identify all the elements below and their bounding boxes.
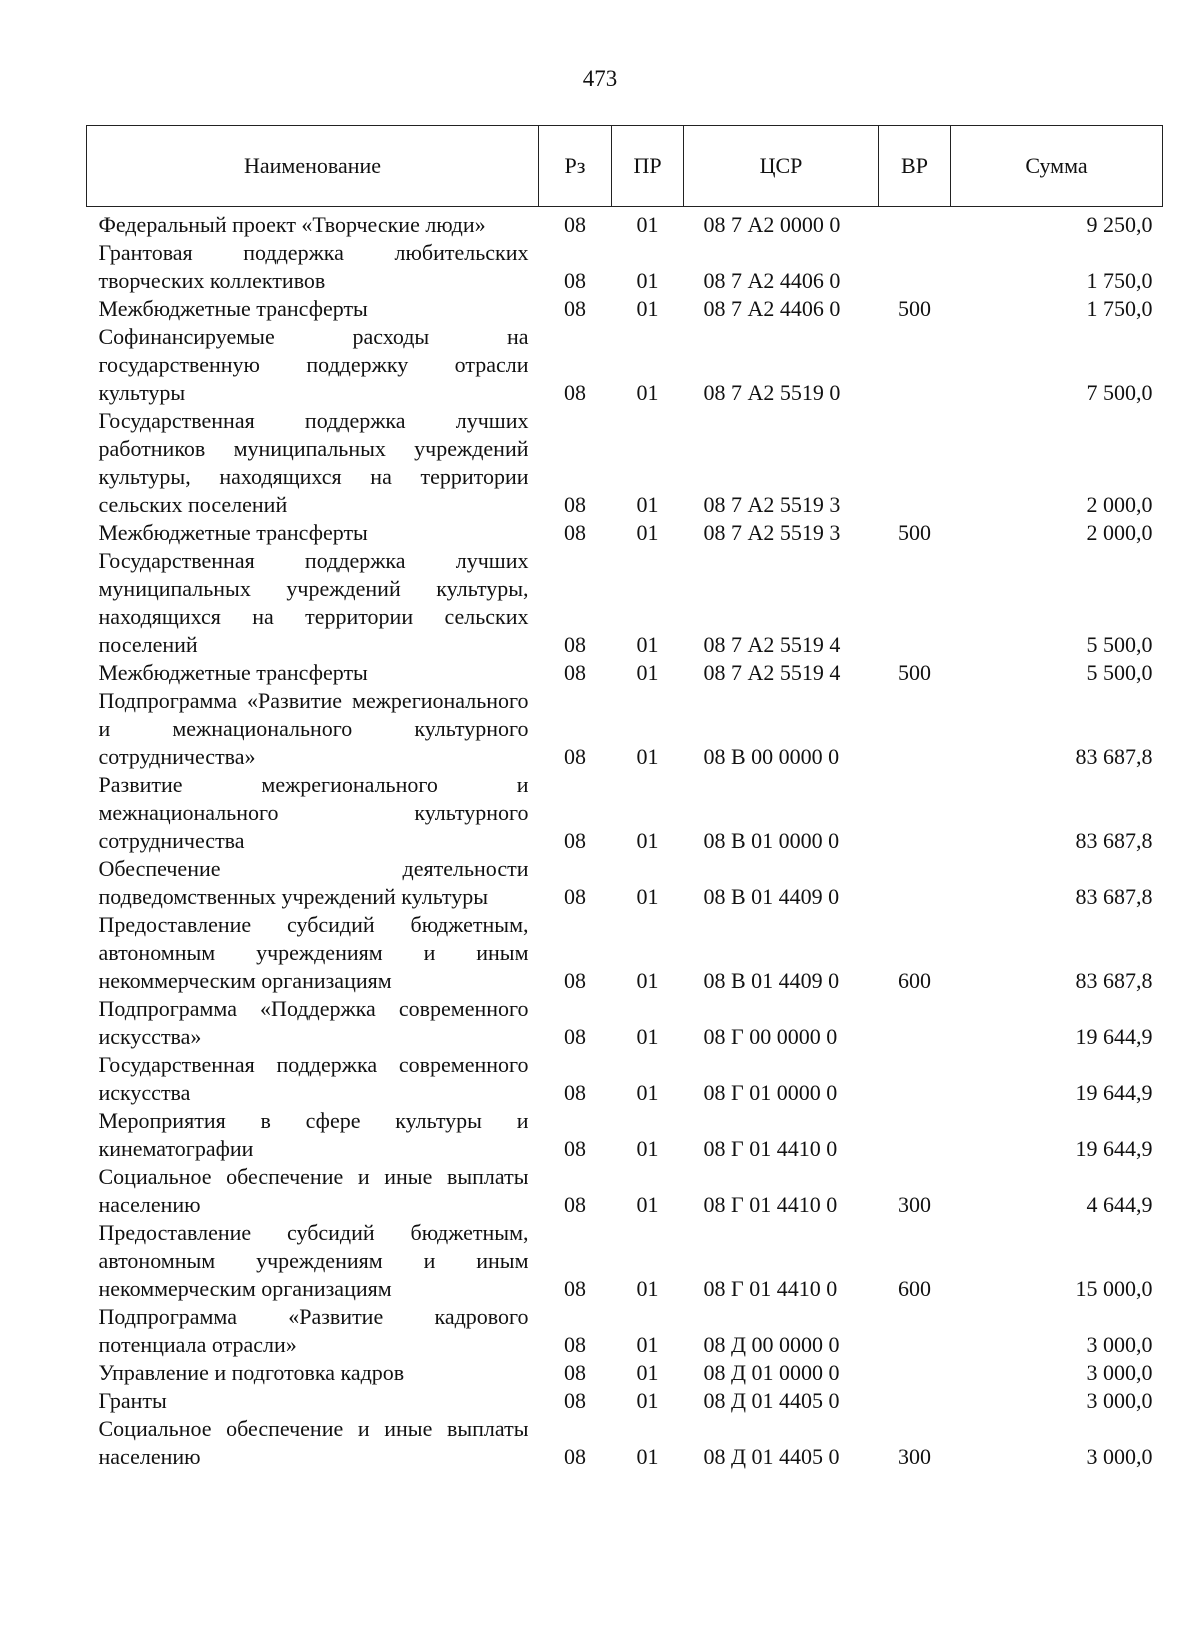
cell-vr: [879, 771, 951, 855]
cell-pr: 01: [636, 1136, 659, 1161]
cell-name: Обеспечение деятельности подведомственных учреждений культуры: [98, 856, 529, 909]
cell-name: Государственная поддержка современного искусства: [98, 1052, 529, 1105]
cell-vr: [879, 323, 951, 407]
table-row: [87, 1219, 1163, 1303]
table-row: [87, 323, 1163, 407]
cell-name: Управление и подготовка кадров: [98, 1360, 405, 1385]
cell-vr: 600: [898, 968, 931, 993]
cell-rz: 08: [564, 828, 586, 853]
cell-pr: 01: [636, 1276, 659, 1301]
cell-vr: 300: [898, 1192, 931, 1217]
cell-csr: 08 В 01 4409 0: [703, 884, 840, 909]
header-rz: Рз: [539, 126, 612, 207]
table-row: [87, 911, 1163, 995]
cell-vr: [879, 855, 951, 911]
cell-sum: 19 644,9: [1075, 1024, 1153, 1049]
table-row: [87, 771, 1163, 855]
cell-vr: 500: [898, 520, 931, 545]
cell-csr: 08 7 А2 5519 4: [703, 660, 841, 685]
table-row: [87, 519, 1163, 547]
cell-rz: 08: [564, 884, 586, 909]
cell-pr: 01: [636, 520, 659, 545]
cell-sum: 3 000,0: [1086, 1360, 1153, 1385]
cell-sum: 3 000,0: [1086, 1388, 1153, 1413]
cell-vr: [879, 1387, 951, 1415]
cell-vr: [879, 1107, 951, 1163]
cell-vr: [879, 1359, 951, 1387]
cell-csr: 08 В 01 0000 0: [703, 828, 840, 853]
table-row: [87, 1359, 1163, 1387]
cell-rz: 08: [564, 1192, 586, 1217]
cell-name: Гранты: [98, 1388, 167, 1413]
cell-csr: 08 7 А2 5519 3: [703, 492, 841, 517]
cell-csr: 08 7 А2 5519 0: [703, 380, 841, 405]
cell-csr: 08 Г 01 4410 0: [703, 1276, 838, 1301]
cell-sum: 83 687,8: [1075, 828, 1153, 853]
cell-sum: 7 500,0: [1086, 380, 1153, 405]
cell-rz: 08: [564, 1444, 586, 1469]
table-row: [87, 547, 1163, 659]
header-pr: ПР: [612, 126, 684, 207]
cell-csr: 08 Г 00 0000 0: [703, 1024, 838, 1049]
cell-rz: 08: [564, 744, 586, 769]
cell-rz: 08: [564, 632, 586, 657]
cell-pr: 01: [636, 828, 659, 853]
cell-csr: 08 Д 01 4405 0: [703, 1444, 840, 1469]
cell-name: Мероприятия в сфере культуры и кинематографии: [98, 1108, 529, 1161]
table-row: [87, 407, 1163, 519]
header-csr: ЦСР: [684, 126, 879, 207]
cell-vr: [879, 407, 951, 519]
cell-rz: 08: [564, 492, 586, 517]
cell-rz: 08: [564, 1136, 586, 1161]
table-row: [87, 659, 1163, 687]
cell-csr: 08 7 А2 5519 3: [703, 520, 841, 545]
cell-pr: 01: [636, 492, 659, 517]
cell-sum: 1 750,0: [1086, 268, 1153, 293]
cell-rz: 08: [564, 1024, 586, 1049]
cell-csr: 08 Г 01 0000 0: [703, 1080, 838, 1105]
cell-pr: 01: [636, 296, 659, 321]
cell-pr: 01: [636, 1024, 659, 1049]
cell-name: Государственная поддержка лучших работников муниципальных учреждений культуры, находящихся на территории сельских поселений: [98, 408, 529, 517]
cell-csr: 08 Д 01 4405 0: [703, 1388, 840, 1413]
cell-rz: 08: [564, 1332, 586, 1357]
cell-pr: 01: [636, 1332, 659, 1357]
table-row: [87, 1303, 1163, 1359]
cell-sum: 83 687,8: [1075, 884, 1153, 909]
table-row: [87, 295, 1163, 323]
table-row: [87, 995, 1163, 1051]
cell-name: Социальное обеспечение и иные выплаты населению: [98, 1164, 529, 1217]
cell-pr: 01: [636, 1080, 659, 1105]
cell-name: Софинансируемые расходы на государственную поддержку отрасли культуры: [98, 324, 529, 405]
cell-sum: 5 500,0: [1086, 632, 1153, 657]
cell-sum: 3 000,0: [1086, 1444, 1153, 1469]
cell-vr: [879, 995, 951, 1051]
cell-sum: 4 644,9: [1086, 1192, 1153, 1217]
cell-csr: 08 Д 01 0000 0: [703, 1360, 840, 1385]
cell-pr: 01: [636, 212, 659, 237]
cell-csr: 08 7 А2 4406 0: [703, 268, 841, 293]
table-row: [87, 1387, 1163, 1415]
cell-rz: 08: [564, 296, 586, 321]
cell-pr: 01: [636, 380, 659, 405]
cell-csr: 08 В 00 0000 0: [703, 744, 840, 769]
cell-csr: 08 Г 01 4410 0: [703, 1192, 838, 1217]
cell-rz: 08: [564, 212, 586, 237]
cell-pr: 01: [636, 632, 659, 657]
cell-pr: 01: [636, 884, 659, 909]
cell-sum: 83 687,8: [1075, 744, 1153, 769]
budget-table: [86, 125, 1163, 1471]
cell-sum: 19 644,9: [1075, 1080, 1153, 1105]
cell-vr: [879, 1303, 951, 1359]
table-row: [87, 1051, 1163, 1107]
cell-csr: 08 В 01 4409 0: [703, 968, 840, 993]
cell-vr: [879, 207, 951, 240]
cell-rz: 08: [564, 1360, 586, 1385]
cell-vr: [879, 687, 951, 771]
cell-csr: 08 7 А2 4406 0: [703, 296, 841, 321]
cell-sum: 3 000,0: [1086, 1332, 1153, 1357]
cell-csr: 08 Г 01 4410 0: [703, 1136, 838, 1161]
page-number: 473: [582, 66, 618, 91]
table-row: [87, 687, 1163, 771]
cell-sum: 9 250,0: [1086, 212, 1153, 237]
cell-name: Государственная поддержка лучших муниципальных учреждений культуры, находящихся на территории сельских поселений: [98, 548, 529, 657]
cell-rz: 08: [564, 380, 586, 405]
cell-rz: 08: [564, 1276, 586, 1301]
cell-sum: 19 644,9: [1075, 1136, 1153, 1161]
cell-csr: 08 7 А2 0000 0: [703, 212, 841, 237]
table-row: [87, 207, 1163, 240]
cell-name: Грантовая поддержка любительских творческих коллективов: [98, 240, 529, 293]
budget-table-container: [86, 125, 1162, 1471]
cell-sum: 5 500,0: [1086, 660, 1153, 685]
cell-rz: 08: [564, 520, 586, 545]
cell-name: Межбюджетные трансферты: [98, 660, 368, 685]
cell-vr: 500: [898, 660, 931, 685]
cell-vr: [879, 239, 951, 295]
cell-name: Подпрограмма «Развитие межрегионального и межнационального культурного сотрудничества»: [98, 688, 529, 769]
table-row: [87, 239, 1163, 295]
cell-pr: 01: [636, 1444, 659, 1469]
cell-name: Предоставление субсидий бюджетным, автономным учреждениям и иным некоммерческим организациям: [98, 912, 529, 993]
cell-vr: 300: [898, 1444, 931, 1469]
header-sum: Сумма: [951, 126, 1163, 207]
table-row: [87, 1163, 1163, 1219]
table-row: [87, 855, 1163, 911]
cell-name: Подпрограмма «Развитие кадрового потенциала отрасли»: [98, 1304, 529, 1357]
header-vr: ВР: [879, 126, 951, 207]
cell-sum: 2 000,0: [1086, 492, 1153, 517]
cell-rz: 08: [564, 660, 586, 685]
cell-name: Предоставление субсидий бюджетным, автономным учреждениям и иным некоммерческим организациям: [98, 1220, 529, 1301]
cell-rz: 08: [564, 1080, 586, 1105]
cell-vr: 500: [898, 296, 931, 321]
table-header: [87, 126, 1163, 207]
cell-sum: 2 000,0: [1086, 520, 1153, 545]
table-body: [87, 207, 1163, 1472]
cell-pr: 01: [636, 660, 659, 685]
cell-pr: 01: [636, 744, 659, 769]
cell-name: Подпрограмма «Поддержка современного искусства»: [98, 996, 529, 1049]
cell-name: Развитие межрегионального и межнационального культурного сотрудничества: [98, 772, 529, 853]
cell-name: Федеральный проект «Творческие люди»: [98, 212, 486, 237]
cell-vr: [879, 547, 951, 659]
cell-name: Социальное обеспечение и иные выплаты населению: [98, 1416, 529, 1469]
cell-pr: 01: [636, 268, 659, 293]
cell-pr: 01: [636, 1388, 659, 1413]
cell-vr: [879, 1051, 951, 1107]
table-row: [87, 1415, 1163, 1471]
cell-csr: 08 Д 00 0000 0: [703, 1332, 840, 1357]
cell-sum: 1 750,0: [1086, 296, 1153, 321]
cell-sum: 83 687,8: [1075, 968, 1153, 993]
cell-rz: 08: [564, 1388, 586, 1413]
cell-sum: 15 000,0: [1075, 1276, 1153, 1301]
cell-csr: 08 7 А2 5519 4: [703, 632, 841, 657]
cell-name: Межбюджетные трансферты: [98, 520, 368, 545]
cell-vr: 600: [898, 1276, 931, 1301]
table-row: [87, 1107, 1163, 1163]
cell-pr: 01: [636, 1360, 659, 1385]
cell-name: Межбюджетные трансферты: [98, 296, 368, 321]
cell-pr: 01: [636, 1192, 659, 1217]
cell-pr: 01: [636, 968, 659, 993]
cell-rz: 08: [564, 968, 586, 993]
header-name: Наименование: [87, 126, 539, 207]
cell-rz: 08: [564, 268, 586, 293]
header-row: [87, 126, 1163, 207]
